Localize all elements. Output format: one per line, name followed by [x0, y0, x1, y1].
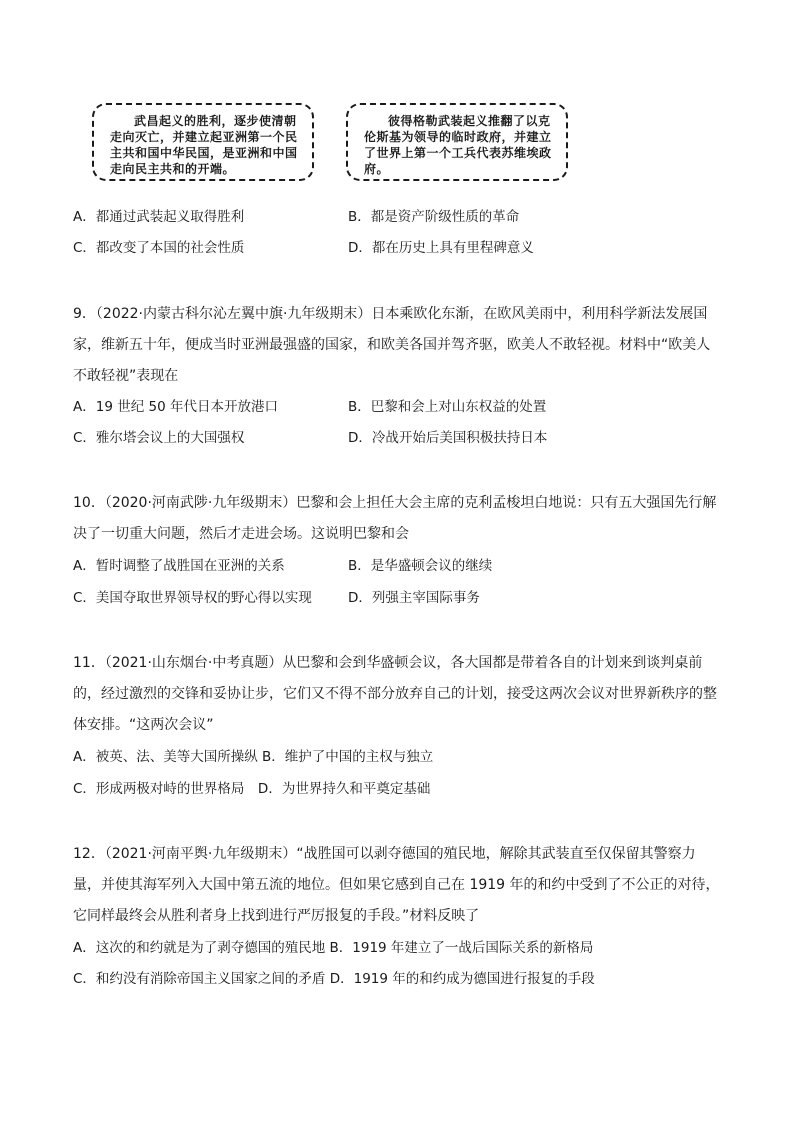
material-card-petrograd	[346, 103, 568, 181]
card-text: 武昌起义的胜利，逐步使清朝走向灭亡，并建立起亚洲第一个民主共和国中华民国，是亚洲和中国走向民主共和的开端。	[110, 114, 298, 176]
q10-option-d[interactable]: D．列强主宰国际事务	[348, 590, 480, 606]
q12-options-ab[interactable]: A．这次的和约就是为了剥夺德国的殖民地 B．1919 年建立了一战后国际关系的新格局	[73, 940, 594, 956]
q10-option-b[interactable]: B．是华盛顿会议的继续	[348, 558, 493, 574]
material-card-wuchang	[92, 103, 314, 181]
q9-option-d[interactable]: D．冷战开始后美国积极扶持日本	[348, 430, 548, 446]
q10-option-a[interactable]: A．暂时调整了战胜国在亚洲的关系	[73, 558, 285, 574]
q9-option-b[interactable]: B．巴黎和会上对山东权益的处置	[348, 399, 547, 415]
material-cards	[92, 103, 572, 187]
q9-option-c[interactable]: C．雅尔塔会议上的大国强权	[73, 430, 245, 446]
q8-option-c[interactable]: C．都改变了本国的社会性质	[73, 240, 245, 256]
q11-stem: 11．（2021·山东烟台·中考真题）从巴黎和会到华盛顿会议，各大国都是带着各自的计划来到谈判桌前的，经过激烈的交锋和妥协让步，它们又不得不部分放弃自己的计划，接受这两次会议对世界新秩序的整体安排。“这两次会议”	[73, 655, 717, 733]
q10-option-c[interactable]: C．美国夺取世界领导权的野心得以实现	[73, 590, 312, 606]
card-text: 彼得格勒武装起义推翻了以克伦斯基为领导的临时政府，并建立了世界上第一个工兵代表苏维埃政府。	[364, 114, 552, 176]
q8-option-a[interactable]: A．都通过武装起义取得胜利	[73, 209, 245, 225]
q8-option-b[interactable]: B．都是资产阶级性质的革命	[348, 209, 520, 225]
q9-option-a[interactable]: A．19 世纪 50 年代日本开放港口	[73, 399, 278, 415]
q12-options-cd[interactable]: C．和约没有消除帝国主义国家之间的矛盾 D．1919 年的和约成为德国进行报复的手段	[73, 971, 595, 987]
q12-stem: 12．（2021·河南平舆·九年级期末）“战胜国可以剥夺德国的殖民地，解除其武装直至仅保留其警察力量，并使其海军列入大国中第五流的地位。但如果它感到自己在 1919 年的和约中受到了不公正的对待，它同样最终会从胜利者身上找到进行严厉报复的手段。”材料反映了	[73, 846, 720, 924]
q9-stem: 9．（2022·内蒙古科尔沁左翼中旗·九年级期末）日本乘欧化东渐，在欧风美雨中，利用科学新法发展国家，维新五十年，便成当时亚洲最强盛的国家，和欧美各国并驾齐驱，欧美人不敢轻视。材料中“欧美人不敢轻视”表现在	[73, 306, 711, 384]
q8-option-d[interactable]: D．都在历史上具有里程碑意义	[348, 240, 534, 256]
q10-stem: 10．（2020·河南武陟·九年级期末）巴黎和会上担任大会主席的克利孟梭坦白地说：只有五大强国先行解决了一切重大问题，然后才走进会场。这说明巴黎和会	[73, 495, 717, 542]
q11-options-cd[interactable]: C．形成两极对峙的世界格局 D．为世界持久和平奠定基础	[73, 781, 431, 797]
q11-options-ab[interactable]: A．被英、法、美等大国所操纵 B．维护了中国的主权与独立	[73, 749, 434, 765]
